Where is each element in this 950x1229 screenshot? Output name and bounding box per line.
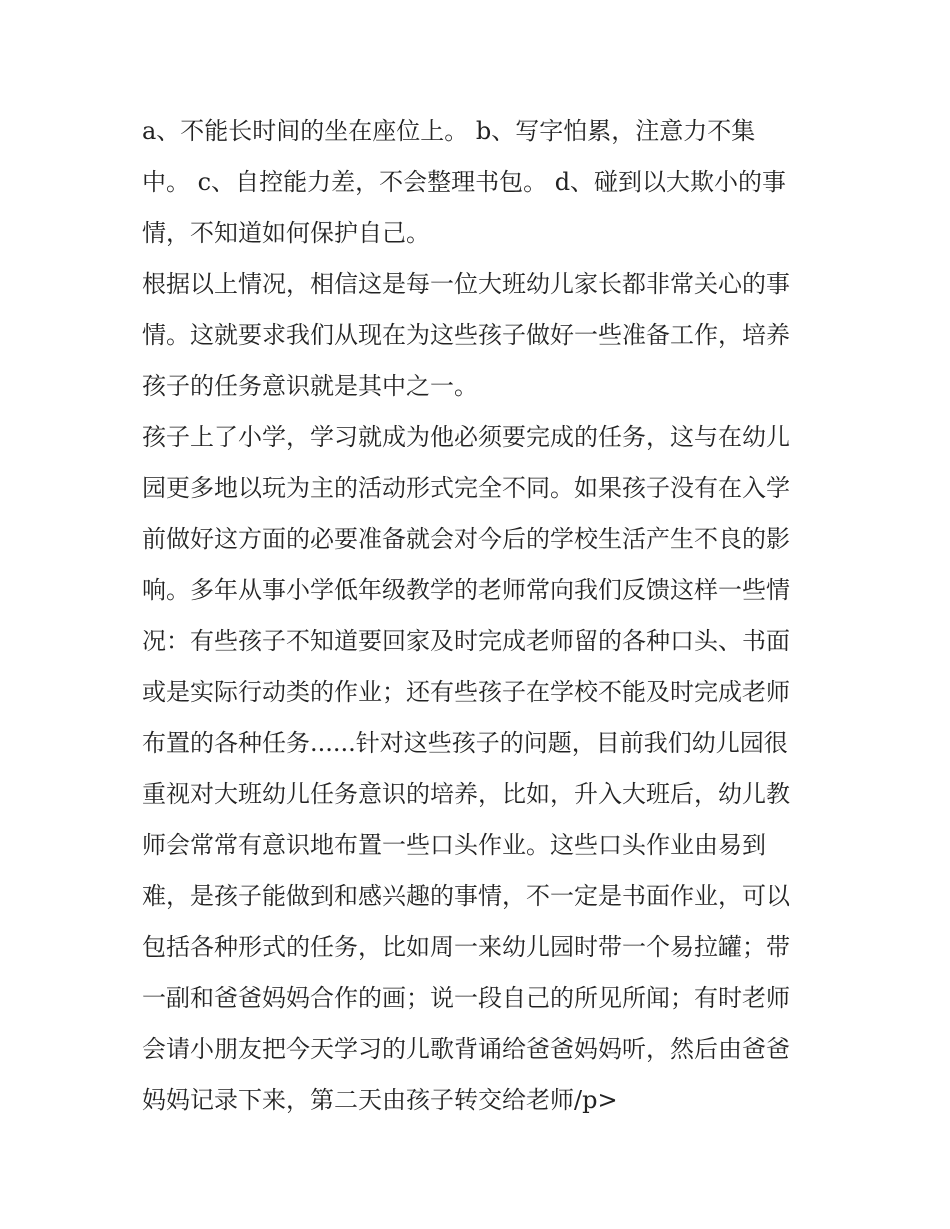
text-line: 包括各种形式的任务，比如周一来幼儿园时带一个易拉罐；带: [142, 933, 790, 961]
paragraph-school-tasks: [142, 418, 822, 1119]
text-line: 根据以上情况，相信这是每一位大班幼儿家长都非常关心的事: [142, 270, 790, 298]
text-line: 师会常常有意识地布置一些口头作业。这些口头作业由易到: [142, 831, 766, 859]
text-line: a、不能长时间的坐在座位上。 b、写字怕累，注意力不集: [142, 117, 756, 145]
text-line: 情。这就要求我们从现在为这些孩子做好一些准备工作，培养: [142, 321, 790, 349]
text-line: 情，不知道如何保护自己。: [142, 219, 430, 247]
text-line: 园更多地以玩为主的活动形式完全不同。如果孩子没有在入学: [142, 474, 790, 502]
text-line: 前做好这方面的必要准备就会对今后的学校生活产生不良的影: [142, 525, 790, 553]
text-line: 妈妈记录下来，第二天由孩子转交给老师/p>: [142, 1086, 618, 1114]
text-line: 布置的各种任务......针对这些孩子的问题，目前我们幼儿园很: [142, 729, 788, 757]
text-line: 孩子上了小学，学习就成为他必须要完成的任务，这与在幼儿: [142, 423, 790, 451]
text-line: 或是实际行动类的作业；还有些孩子在学校不能及时完成老师: [142, 678, 790, 706]
document-body: [142, 112, 822, 1132]
text-line: 重视对大班幼儿任务意识的培养，比如，升入大班后，幼儿教: [142, 780, 790, 808]
text-line: 会请小朋友把今天学习的儿歌背诵给爸爸妈妈听，然后由爸爸: [142, 1035, 790, 1063]
text-line: 响。多年从事小学低年级教学的老师常向我们反馈这样一些情: [142, 576, 790, 604]
text-line: 中。 c、自控能力差，不会整理书包。 d、碰到以大欺小的事: [142, 168, 787, 196]
paragraph-intro-list: [142, 112, 822, 252]
text-line: 难，是孩子能做到和感兴趣的事情，不一定是书面作业，可以: [142, 882, 790, 910]
text-line: 况：有些孩子不知道要回家及时完成老师留的各种口头、书面: [142, 627, 790, 655]
text-line: 孩子的任务意识就是其中之一。: [142, 372, 478, 400]
text-line: 一副和爸爸妈妈合作的画；说一段自己的所见所闻；有时老师: [142, 984, 790, 1012]
paragraph-situation: [142, 265, 822, 405]
